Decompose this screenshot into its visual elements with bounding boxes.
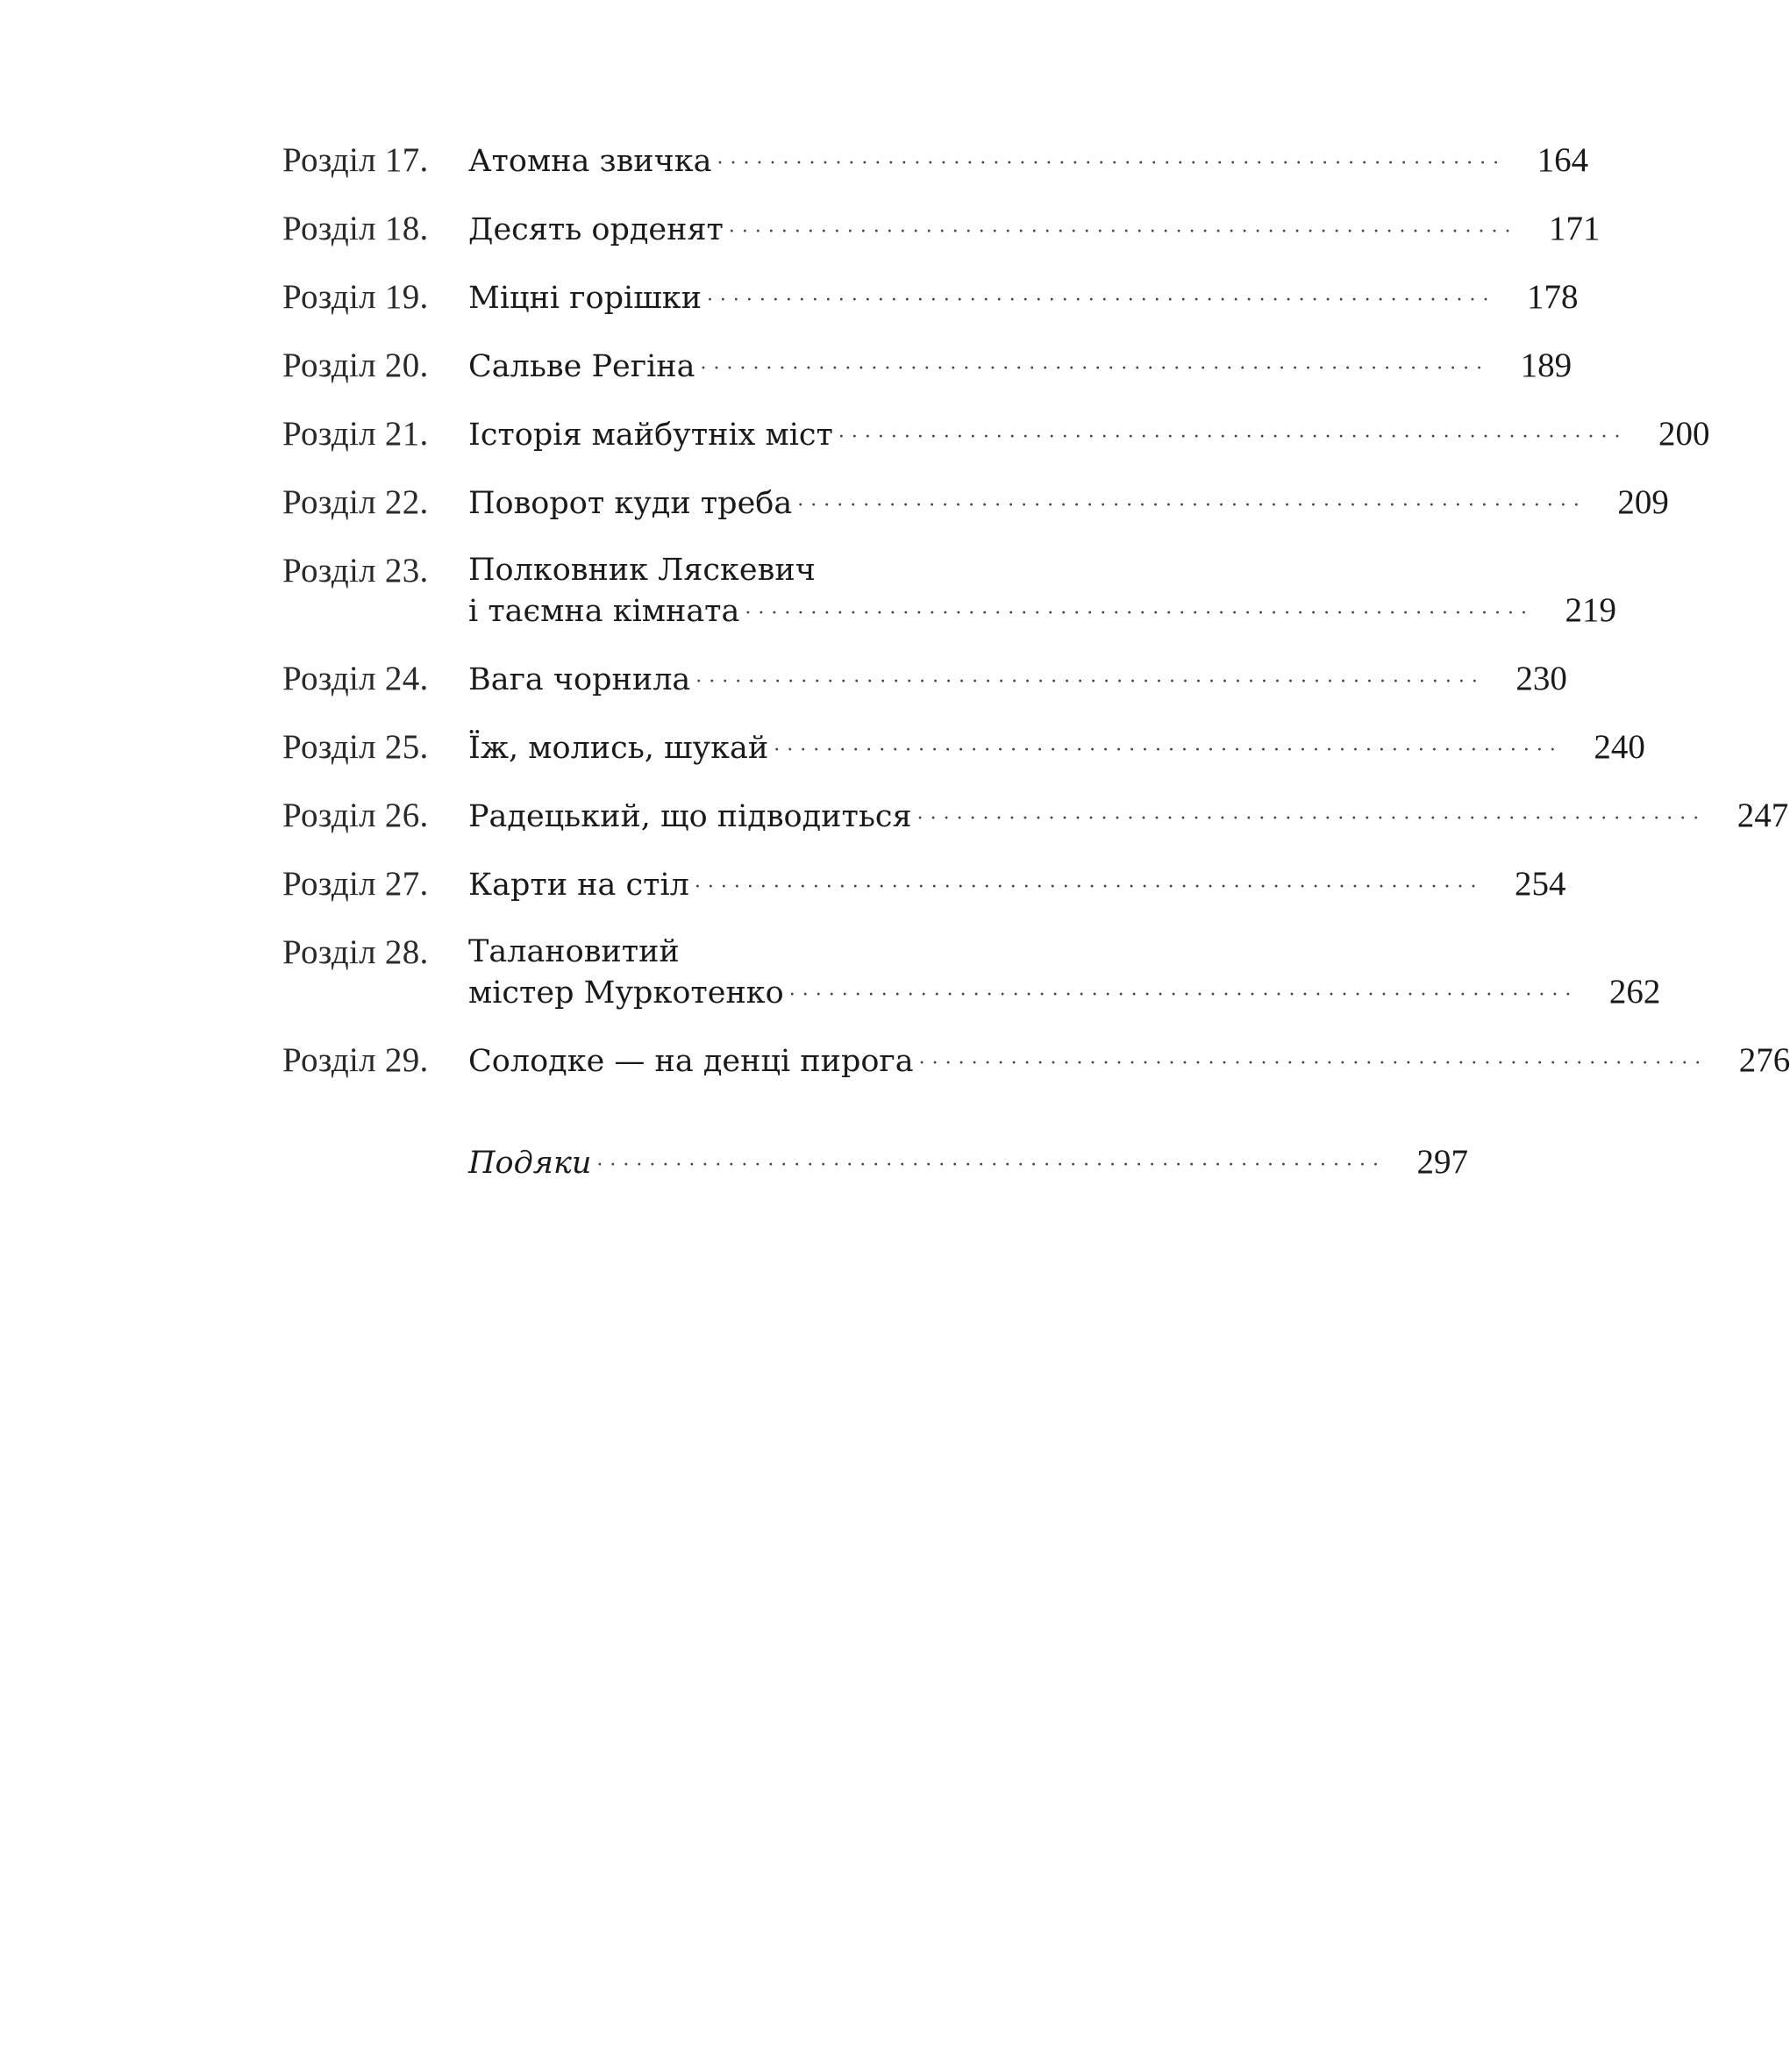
dot-leader: ···························································· — [728, 221, 1518, 243]
toc-entry-body — [468, 1040, 1790, 1082]
toc-page-number: 276 — [1738, 1041, 1790, 1079]
toc-entry-acknowledgements[interactable] — [282, 1142, 1468, 1183]
toc-entry[interactable] — [282, 551, 1617, 632]
toc-page-number: 262 — [1608, 973, 1661, 1011]
toc-chapter-label: Розділ 17. — [282, 141, 429, 179]
toc-title: Історія майбутніх міст — [468, 418, 833, 453]
toc-entry[interactable] — [282, 932, 1661, 1013]
toc-entry-body — [468, 346, 1572, 387]
toc-page-number: 219 — [1565, 591, 1617, 629]
toc-title-row — [468, 659, 1567, 700]
toc-page-number: 230 — [1515, 660, 1567, 697]
toc-title-row — [468, 140, 1588, 182]
toc-chapter-label: Розділ 24. — [282, 660, 429, 697]
toc-title: містер Муркотенко — [468, 975, 784, 1011]
dot-leader: ···························································· — [774, 739, 1563, 761]
toc-entry-body — [468, 727, 1645, 768]
dot-leader: ···························································· — [717, 153, 1507, 175]
toc-chapter-label: Розділ 19. — [282, 278, 429, 316]
dot-leader: ···························································· — [700, 358, 1490, 380]
toc-chapter-label: Розділ 20. — [282, 347, 429, 384]
toc-entry[interactable] — [282, 414, 1710, 455]
toc-page-number: 297 — [1416, 1143, 1468, 1181]
toc-entry[interactable] — [282, 140, 1589, 182]
toc-entry[interactable] — [282, 277, 1579, 318]
toc-chapter-label: Розділ 28. — [282, 933, 429, 971]
toc-title: Солодке — на денці пирога — [468, 1044, 914, 1079]
dot-leader: ···························································· — [797, 495, 1587, 517]
table-of-contents — [282, 140, 1790, 1211]
toc-entry-body — [468, 796, 1788, 837]
toc-title-row — [468, 277, 1579, 318]
toc-title: Вага чорнила — [468, 662, 691, 697]
toc-entry[interactable] — [282, 659, 1567, 700]
toc-title-line: Талановитий — [468, 934, 680, 969]
toc-title-row — [468, 796, 1788, 837]
toc-title-row — [468, 1040, 1790, 1082]
toc-title: Їж, молись, шукай — [468, 731, 769, 766]
toc-chapter-label: Розділ 29. — [282, 1041, 429, 1079]
toc-entry-body — [468, 414, 1709, 455]
toc-title: і таємна кімната — [468, 594, 740, 629]
toc-title: Сальве Регіна — [468, 349, 695, 384]
toc-title: Радецький, що підводиться — [468, 799, 912, 834]
toc-chapter-label: Розділ 26. — [282, 797, 429, 834]
toc-page-number: 171 — [1549, 210, 1601, 247]
dot-leader: ···························································· — [694, 876, 1484, 898]
toc-page-number: 164 — [1537, 141, 1589, 179]
toc-entry[interactable] — [282, 346, 1572, 387]
toc-page-number: 254 — [1514, 865, 1566, 903]
toc-title: Атомна звичка — [468, 144, 712, 179]
toc-entry-body — [468, 932, 1660, 1013]
toc-title-row — [468, 864, 1565, 905]
toc-page-number: 240 — [1594, 728, 1645, 766]
toc-entry-body — [468, 209, 1601, 250]
toc-title: Карти на стіл — [468, 868, 689, 903]
toc-entry-body — [468, 659, 1567, 700]
toc-entry-body — [468, 864, 1565, 905]
toc-page-number: 247 — [1737, 797, 1789, 834]
toc-chapter-label: Розділ 21. — [282, 415, 429, 453]
toc-title: Міцні горішки — [468, 281, 702, 316]
toc-title-row — [468, 209, 1601, 250]
dot-leader: ···························································· — [706, 289, 1496, 311]
toc-spacer — [282, 1109, 1054, 1142]
toc-entry[interactable] — [282, 864, 1566, 905]
toc-title-row — [468, 972, 1660, 1013]
toc-entry-body — [468, 140, 1588, 182]
dot-leader: ···························································· — [918, 1053, 1708, 1075]
toc-title-row — [468, 590, 1616, 632]
toc-page-number: 200 — [1658, 415, 1710, 453]
toc-chapter-label: Розділ 27. — [282, 865, 429, 903]
toc-page-number: 189 — [1520, 347, 1572, 384]
toc-page-number: 178 — [1527, 278, 1579, 316]
toc-title: Поворот куди треба — [468, 486, 793, 521]
toc-entry-body — [468, 482, 1669, 524]
toc-chapter-label: Розділ 23. — [282, 552, 429, 589]
toc-title-row — [468, 346, 1572, 387]
toc-entry[interactable] — [282, 482, 1669, 524]
toc-page-number: 209 — [1617, 483, 1669, 521]
toc-title: Десять орденят — [468, 212, 724, 247]
toc-chapter-label: Розділ 18. — [282, 210, 429, 247]
dot-leader: ···························································· — [788, 984, 1579, 1006]
toc-entry-body — [468, 277, 1579, 318]
dot-leader: ···························································· — [596, 1154, 1386, 1176]
dot-leader: ···························································· — [745, 603, 1535, 625]
toc-chapter-label: Розділ 22. — [282, 483, 429, 521]
toc-entry-body — [468, 551, 1616, 632]
toc-entries — [282, 140, 1790, 1082]
toc-title-row — [468, 414, 1709, 455]
toc-entry[interactable] — [282, 796, 1789, 837]
toc-chapter-label: Розділ 25. — [282, 728, 429, 766]
toc-title-row — [468, 727, 1645, 768]
dot-leader: ···························································· — [838, 426, 1628, 448]
dot-leader: ···························································· — [695, 671, 1485, 693]
dot-leader: ···························································· — [916, 808, 1707, 830]
toc-entry[interactable] — [282, 727, 1645, 768]
toc-title-line: Полковник Ляскевич — [468, 553, 816, 588]
toc-title: Подяки — [468, 1146, 592, 1181]
toc-title-row — [468, 482, 1669, 524]
toc-entry[interactable] — [282, 1040, 1790, 1082]
toc-entry[interactable] — [282, 209, 1601, 250]
